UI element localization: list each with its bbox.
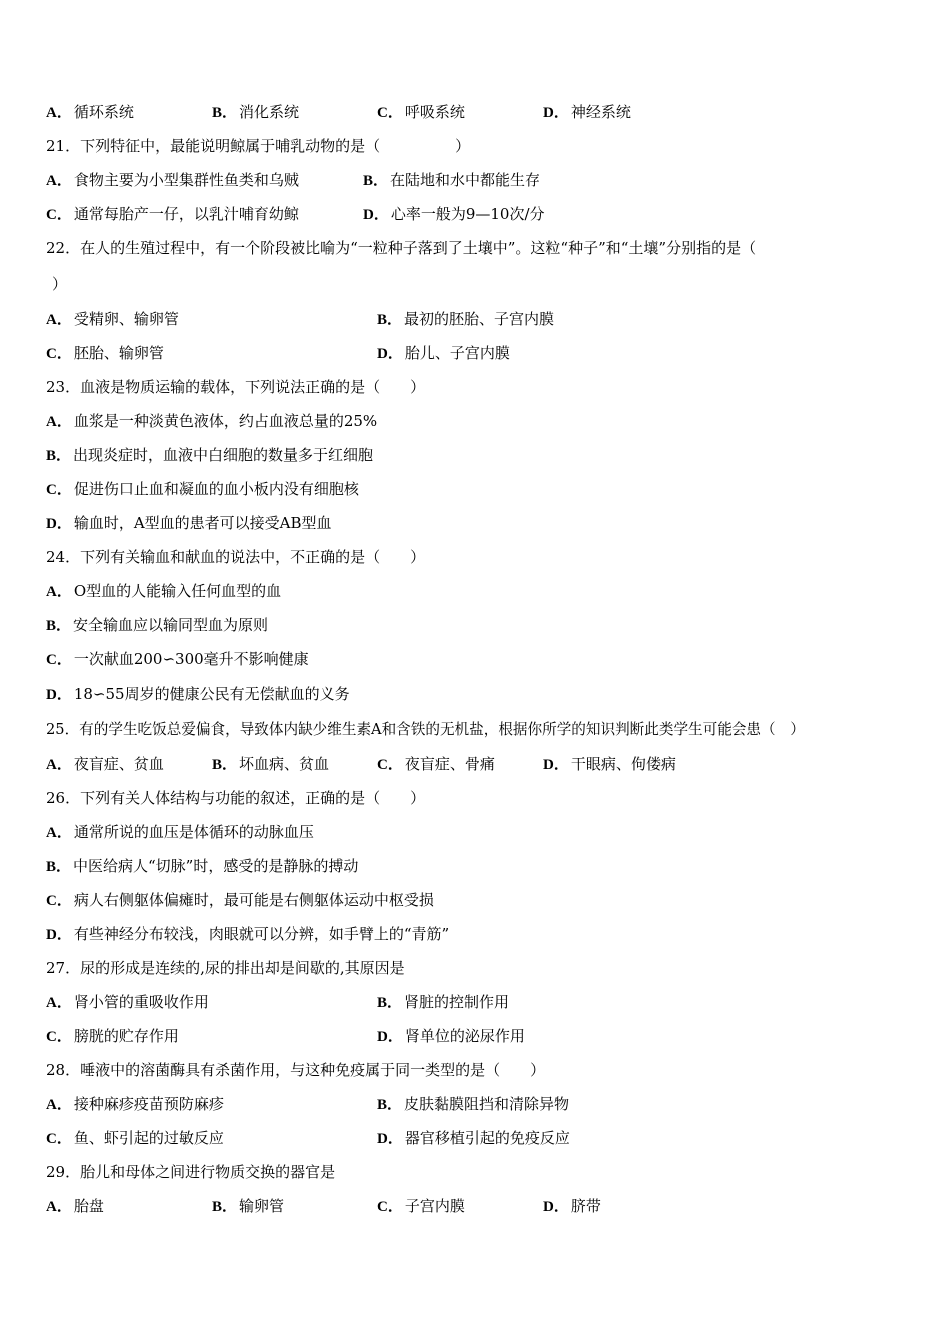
q29-option-d: D． 脐带: [543, 1197, 601, 1215]
q28-option-b: B． 皮肤黏膜阻挡和清除异物: [377, 1095, 570, 1113]
q28-stem: 28．唾液中的溶菌酶具有杀菌作用，与这种免疫属于同一类型的是（ ）: [46, 1061, 546, 1079]
q27-options-row2: [46, 1026, 906, 1046]
q21-option-d: D． 心率一般为9—10次/分: [363, 205, 545, 223]
q22-options-row1: [46, 309, 906, 329]
q27-option-d: D． 肾单位的泌尿作用: [377, 1027, 525, 1045]
q21-option-b: B． 在陆地和水中都能生存: [363, 171, 541, 189]
q28-option-c: C． 鱼、虾引起的过敏反应: [46, 1129, 224, 1147]
q20-option-c: C． 呼吸系统: [377, 103, 465, 121]
q22-option-b: B． 最初的胚胎、子宫内膜: [377, 310, 555, 328]
q29-option-b: B． 输卵管: [212, 1197, 285, 1215]
q25-stem: 25．有的学生吃饭总爱偏食，导致体内缺少维生素A和含铁的无机盐，根据你所学的知识判断此类学生可能会患（ ）: [46, 721, 805, 738]
q23-option-d: D． 输血时，A型血的患者可以接受AB型血: [46, 514, 332, 532]
q22-option-d: D． 胎儿、子宫内膜: [377, 344, 510, 362]
q25-options: [46, 754, 906, 774]
q25-option-b: B． 坏血病、贫血: [212, 755, 330, 773]
q22-options-row2: [46, 343, 906, 363]
q29-option-a: A． 胎盘: [46, 1197, 104, 1215]
q26-stem: 26．下列有关人体结构与功能的叙述，正确的是（ ）: [46, 789, 426, 807]
q24-stem: 24．下列有关输血和献血的说法中，不正确的是（ ）: [46, 548, 426, 566]
q29-options: [46, 1196, 906, 1216]
q25-option-c: C． 夜盲症、骨痛: [377, 755, 495, 773]
q20-option-d: D． 神经系统: [543, 103, 631, 121]
q22-option-a: A． 受精卵、输卵管: [46, 310, 179, 328]
q21-stem: 21．下列特征中，最能说明鲸属于哺乳动物的是（ ）: [46, 137, 471, 155]
q20-options: [46, 102, 906, 122]
q22-option-c: C． 胚胎、输卵管: [46, 344, 164, 362]
q20-option-b: B． 消化系统: [212, 103, 300, 121]
q23-option-a: A． 血浆是一种淡黄色液体，约占血液总量的25%: [46, 412, 378, 430]
q26-option-c: C． 病人右侧躯体偏瘫时，最可能是右侧躯体运动中枢受损: [46, 891, 434, 909]
q23-stem: 23．血液是物质运输的载体，下列说法正确的是（ ）: [46, 378, 426, 396]
q28-option-d: D． 器官移植引起的免疫反应: [377, 1129, 570, 1147]
q29-option-c: C． 子宫内膜: [377, 1197, 465, 1215]
q20-option-a: A． 循环系统: [46, 103, 134, 121]
q26-option-d: D． 有些神经分布较浅，肉眼就可以分辨，如手臂上的“青筋”: [46, 925, 450, 943]
q27-stem: 27．尿的形成是连续的,尿的排出却是间歇的,其原因是: [46, 959, 405, 977]
q21-option-c: C． 通常每胎产一仔，以乳汁哺育幼鲸: [46, 205, 299, 223]
q28-option-a: A． 接种麻疹疫苗预防麻疹: [46, 1095, 224, 1113]
q23-option-c: C． 促进伤口止血和凝血的血小板内没有细胞核: [46, 480, 359, 498]
q26-option-a: A． 通常所说的血压是体循环的动脉血压: [46, 823, 314, 841]
q21-options-row2: [46, 204, 906, 224]
q27-option-b: B． 肾脏的控制作用: [377, 993, 510, 1011]
q24-option-a: A． O型血的人能输入任何血型的血: [46, 582, 282, 600]
q24-option-b: B． 安全输血应以输同型血为原则: [46, 616, 269, 634]
q28-options-row1: [46, 1094, 906, 1114]
q28-options-row2: [46, 1128, 906, 1148]
q27-option-a: A． 肾小管的重吸收作用: [46, 993, 209, 1011]
q26-option-b: B． 中医给病人“切脉”时，感受的是静脉的搏动: [46, 857, 359, 875]
q24-option-c: C． 一次献血200∽300毫升不影响健康: [46, 650, 309, 668]
q25-option-d: D． 干眼病、佝偻病: [543, 755, 676, 773]
q27-options-row1: [46, 992, 906, 1012]
q22-stem-continuation: ）: [52, 275, 68, 293]
q23-option-b: B． 出现炎症时，血液中白细胞的数量多于红细胞: [46, 446, 374, 464]
q29-stem: 29．胎儿和母体之间进行物质交换的器官是: [46, 1163, 336, 1181]
q24-option-d: D． 18∽55周岁的健康公民有无偿献血的义务: [46, 685, 350, 703]
q21-option-a: A． 食物主要为小型集群性鱼类和乌贼: [46, 171, 299, 189]
q27-option-c: C． 膀胱的贮存作用: [46, 1027, 179, 1045]
q22-stem: 22．在人的生殖过程中，有一个阶段被比喻为“一粒种子落到了土壤中”。这粒“种子”和“土壤”分别指的是（: [46, 239, 757, 257]
q21-options-row1: [46, 170, 906, 190]
q25-option-a: A． 夜盲症、贫血: [46, 755, 164, 773]
